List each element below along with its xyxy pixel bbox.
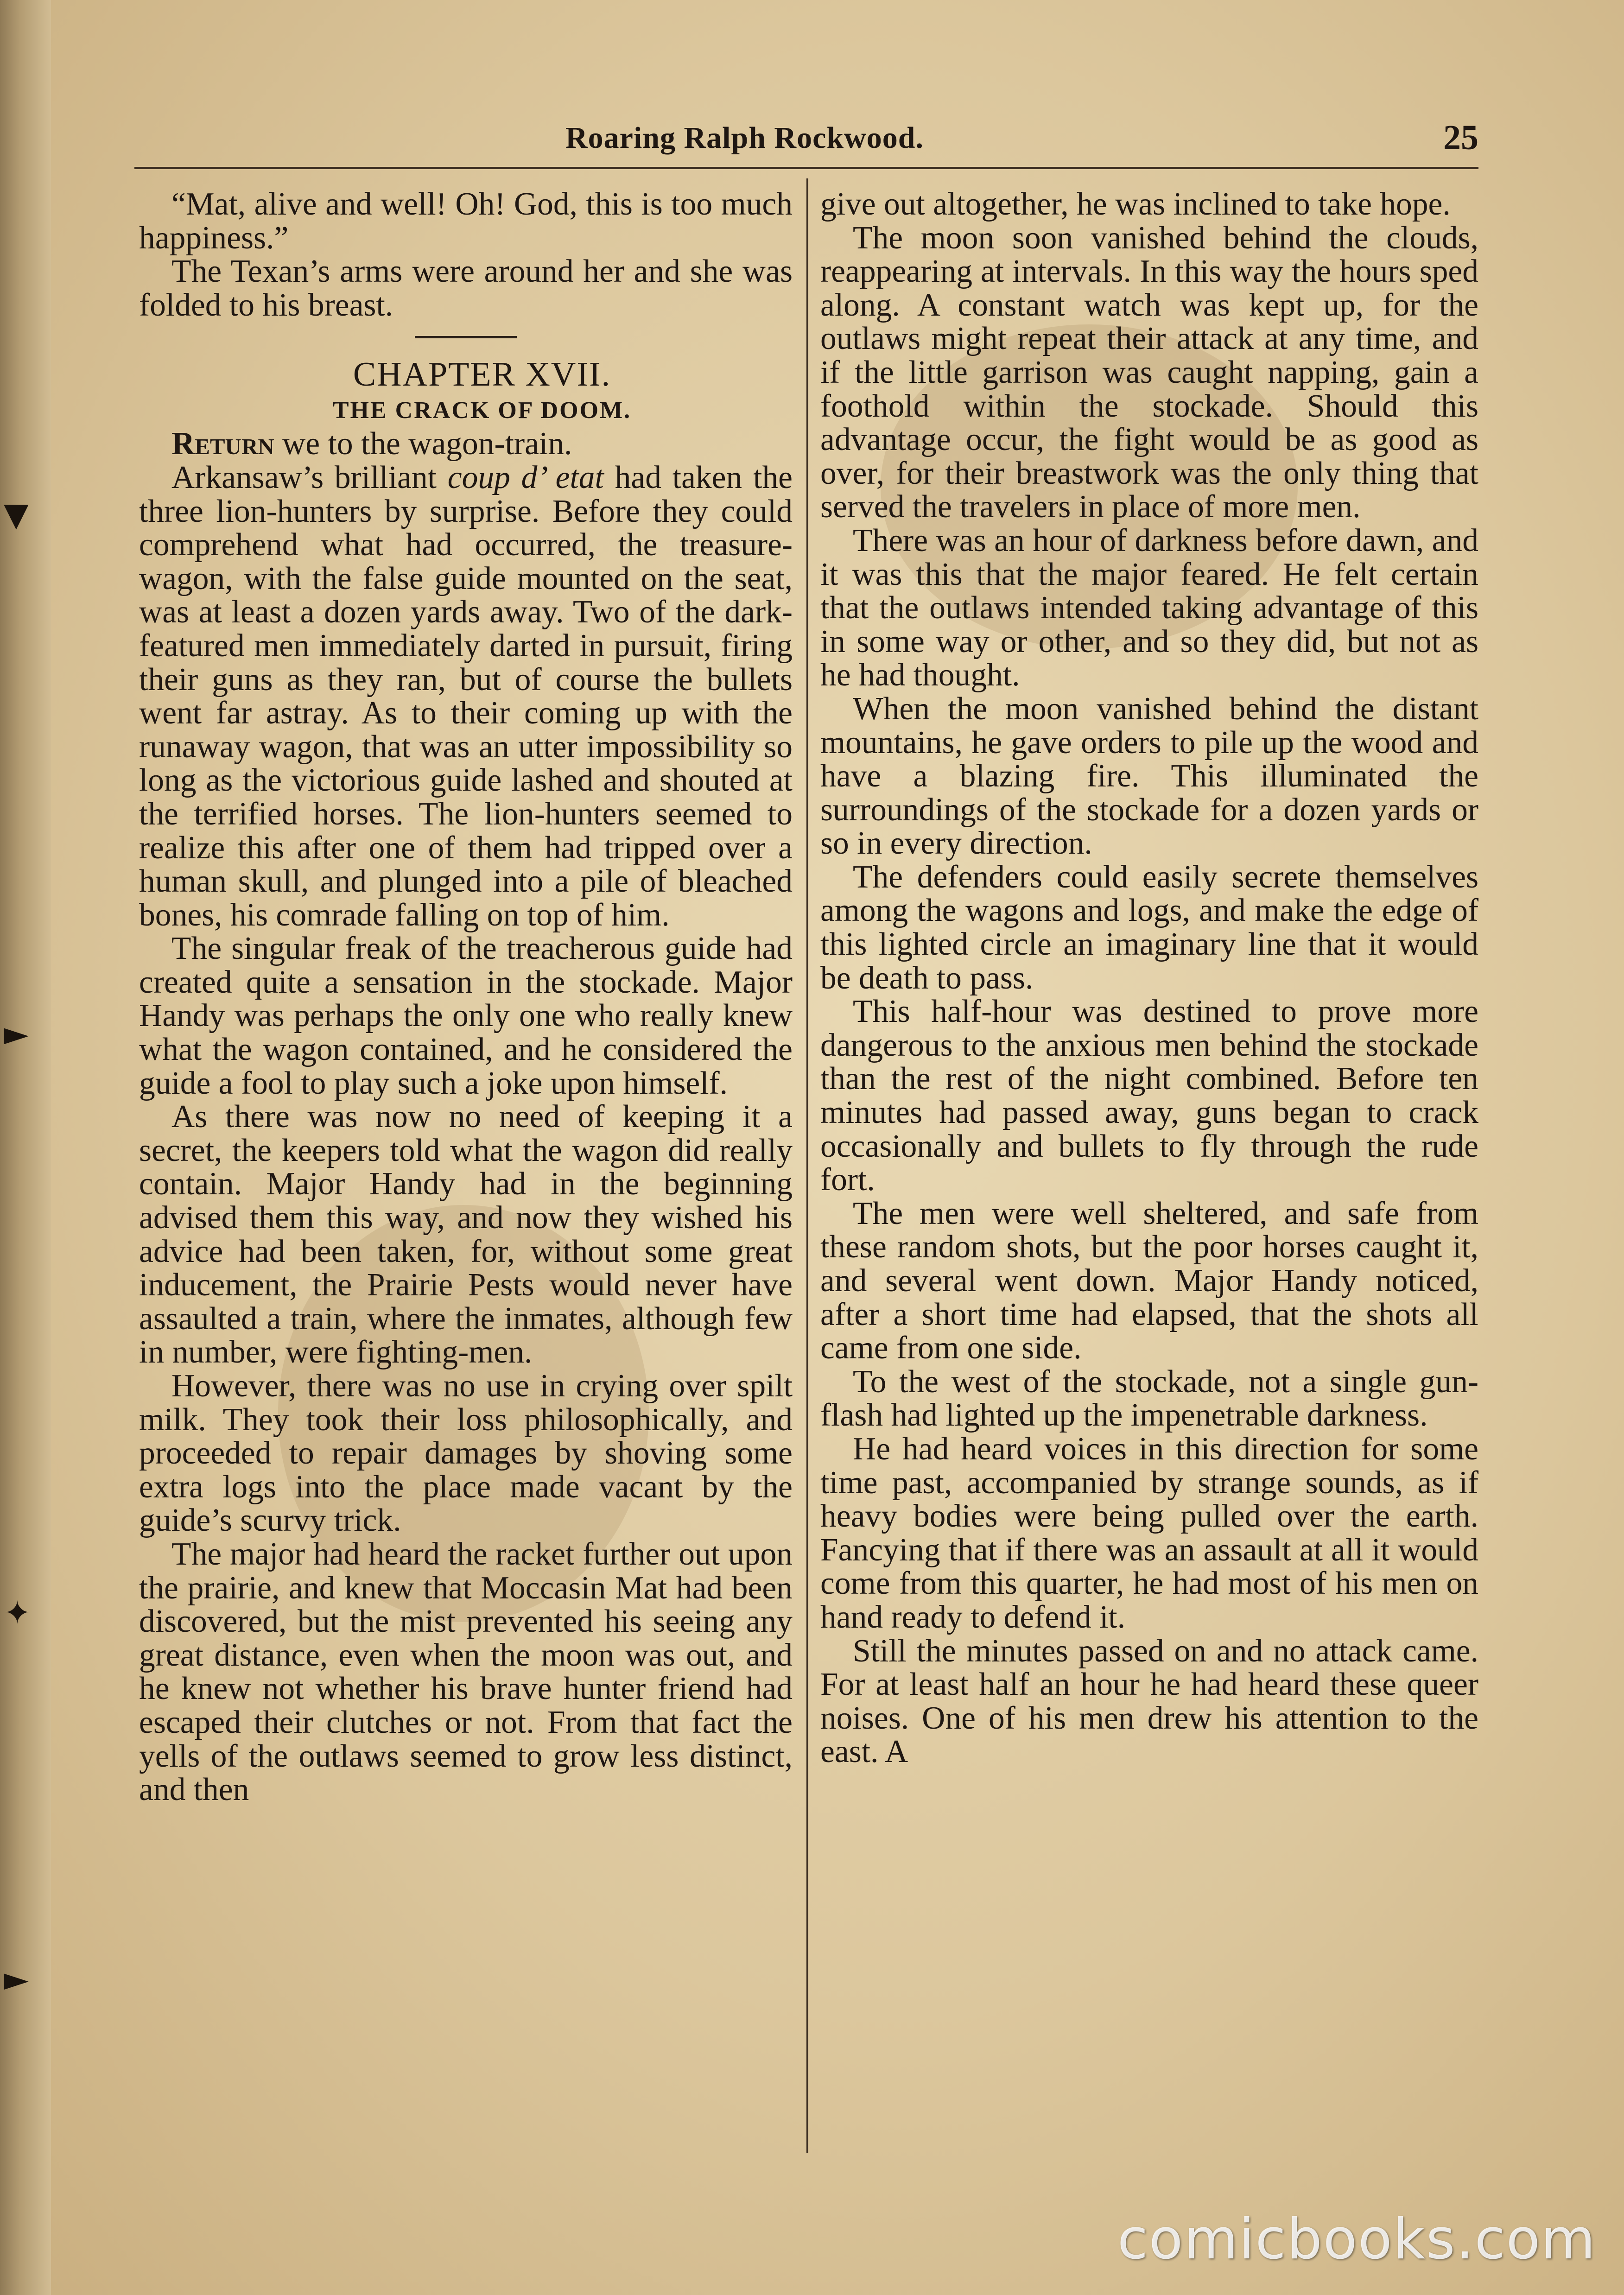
chapter-title: CHAPTER XVII. <box>353 355 611 394</box>
paragraph: “Mat, alive and well! Oh! God, this is too much happiness.” <box>139 186 793 256</box>
page-header <box>134 111 1478 169</box>
paragraph: The men were well sheltered, and safe from these random shots, but the poor horses caught it, and several went down. Major Handy noticed, after a short time had elapsed, that the shots all came from one side. <box>820 1195 1478 1366</box>
binding-staple-mark: ► <box>4 1960 29 1998</box>
paragraph-text: Arkansaw’s brilliant <box>171 459 448 495</box>
paragraph: He had heard voices in this direction for some time past, accompanied by strange sounds, as if heavy bodies were being pulled over the earth. Fancying that if there was an assault at all it would come from this quarter, he had most of his men on hand ready to defend it. <box>820 1431 1478 1635</box>
paragraph <box>139 461 793 932</box>
paragraph: When the moon vanished behind the distant mountains, he gave orders to pile up the wood and have a blazing fire. This illuminated the surroundings of the stockade for a dozen yards or so in every direction. <box>820 691 1478 862</box>
binding-staple-mark: ✦ <box>4 1594 31 1632</box>
paragraph <box>139 427 793 461</box>
paragraph: As there was now no need of keeping it a secret, the keepers told what the wagon did really contain. Major Handy had in the beginning advised them this way, and now they wished his advice had been taken, for, without some great inducement, the Prairie Pests would never have assaulted a train, where the inmates, although few in number, were fighting-men. <box>139 1099 793 1370</box>
paragraph: Still the minutes passed on and no attack came. For at least half an hour he had heard these queer noises. One of his men drew his attention to the east. A <box>820 1633 1478 1770</box>
paragraph: The moon soon vanished behind the clouds, reappearing at intervals. In this way the hours sped along. A constant watch was kept up, for the outlaws might repeat their attack at any time, and if the little garrison was caught napping, gain a foothold within the stockade. Should this advantage occur, the fight would be as good as over, for their breastwork was the only thing that served the travelers in place of more men. <box>820 220 1478 525</box>
paragraph: give out altogether, he was inclined to take hope. <box>820 186 1451 222</box>
paragraph-text: we to the wagon-train. <box>274 426 572 462</box>
text-column-left <box>139 188 793 1807</box>
paragraph: There was an hour of darkness before dawn, and it was this that the major feared. He felt certain that the outlaws intended taking advantage of this in some way or other, and so they did, but not as he had thought. <box>820 522 1478 693</box>
paragraph: The singular freak of the treacherous guide had created quite a sensation in the stockade. Major Handy was perhaps the only one who really knew what the wagon contained, and he considered the guide a fool to play such a joke upon himself. <box>139 931 793 1101</box>
paragraph: The major had heard the racket further out upon the prairie, and knew that Moccasin Mat had been discovered, but the mist prevented his seeing any great distance, even when the moon was out, and he knew not whether his brave hunter friend had escaped their clutches or not. From that fact the yells of the outlaws seemed to grow less distinct, and then <box>139 1536 793 1808</box>
section-divider <box>415 336 517 338</box>
lead-word: Return <box>171 426 274 462</box>
paragraph: However, there was no use in crying over spilt milk. They took their loss philosophically, and proceeded to repair damages by shoving some extra logs into the place made vacant by the guide’s scurvy trick. <box>139 1368 793 1539</box>
paragraph: The defenders could easily secrete themselves among the wagons and logs, and make the edge of this lighted circle an imaginary line that it would be death to pass. <box>820 859 1478 996</box>
running-title: Roaring Ralph Rockwood. <box>565 121 924 155</box>
book-spine <box>0 0 51 2295</box>
italic-phrase: coup d’ etat <box>447 459 604 495</box>
text-column-right <box>820 188 1478 1769</box>
paragraph-text: had taken the three lion-hunters by surprise. Before they could comprehend what had occurred, the treasure-wagon, with the false guide mounted on the seat, was at least a dozen yards away. Two of the dark-featured men immediately darted in pursuit, firing their guns as they ran, but of course the bullets went far astray. As to their coming up with the runaway wagon, that was an utter impossibility so long as the victorious guide lashed and shouted at the terrified horses. The lion-hunters seemed to realize this after one of them had tripped over a human skull, and plunged into a pile of bleached bones, his comrade falling on top of him. <box>139 459 793 933</box>
paragraph: This half-hour was destined to prove more dangerous to the anxious men behind the stockade than the rest of the night combined. Before ten minutes had passed away, guns began to crack occasionally and bullets to fly through the rude fort. <box>820 994 1478 1198</box>
binding-staple-mark: ▼ <box>4 495 29 533</box>
chapter-subtitle: THE CRACK OF DOOM. <box>332 397 632 424</box>
binding-staple-mark: ► <box>4 1014 29 1052</box>
page-number: 25 <box>1443 118 1478 157</box>
paragraph: To the west of the stockade, not a single gun-flash had lighted up the impenetrable darkness. <box>820 1363 1478 1433</box>
column-divider <box>806 178 808 2153</box>
site-watermark: comicbooks.com <box>1117 2207 1596 2272</box>
paragraph: The Texan’s arms were around her and she was folded to his breast. <box>139 254 793 323</box>
